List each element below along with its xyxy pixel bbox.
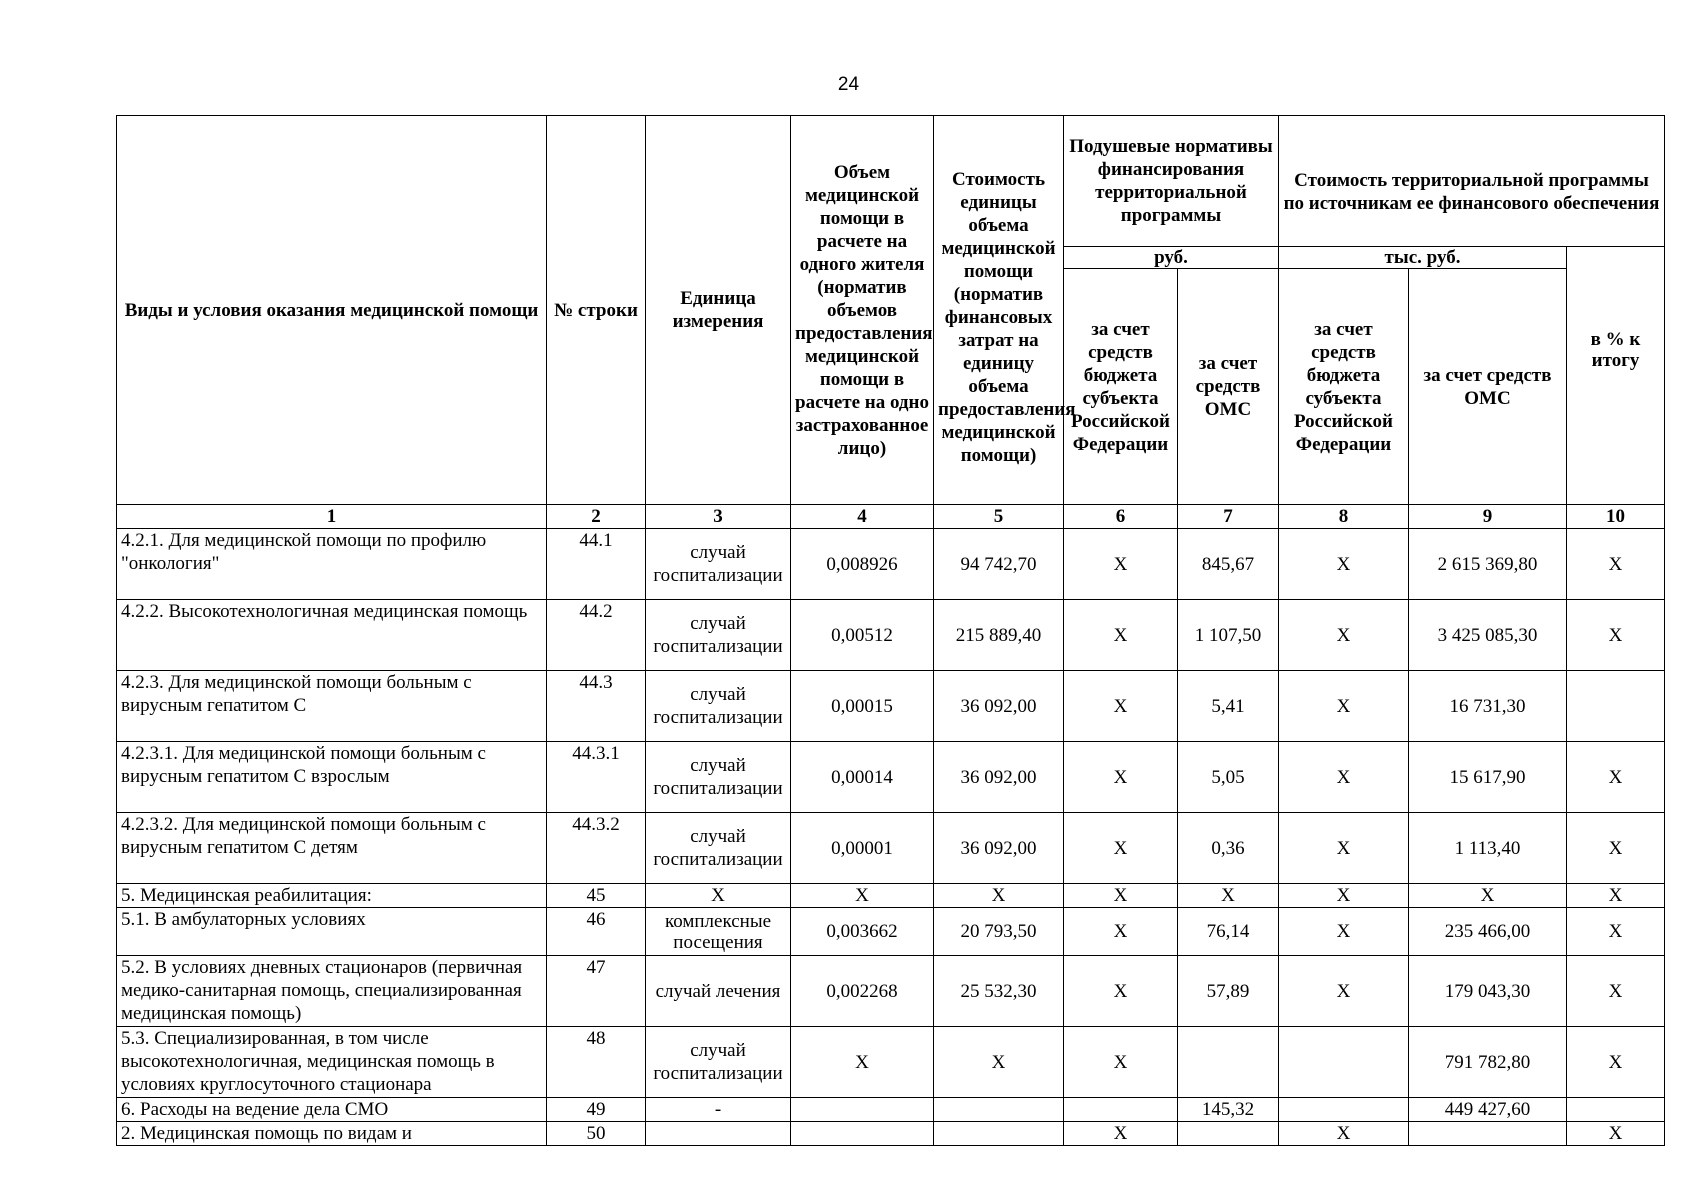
column-number: 7 [1178, 505, 1279, 529]
row-number: 44.2 [547, 600, 646, 671]
row-unit: комплексные посещения [646, 908, 791, 956]
row-name: 6. Расходы на ведение дела СМО [117, 1098, 547, 1122]
row-budget-rub: Х [1064, 671, 1178, 742]
row-number: 50 [547, 1122, 646, 1146]
row-name: 4.2.1. Для медицинской помощи по профилю "онкология" [117, 529, 547, 600]
table-row [117, 600, 1665, 671]
header-budget-thousand: за счет средств бюджета субъекта Российской Федерации [1279, 269, 1409, 505]
row-number: 44.3 [547, 671, 646, 742]
row-volume: Х [791, 1027, 934, 1098]
row-cost: 36 092,00 [934, 671, 1064, 742]
header-types: Виды и условия оказания медицинской помощи [117, 116, 547, 505]
row-budget-rub: Х [1064, 813, 1178, 884]
row-cost: Х [934, 1027, 1064, 1098]
row-budget-thousand [1279, 1027, 1409, 1098]
row-unit: - [646, 1098, 791, 1122]
row-percent: Х [1567, 1027, 1665, 1098]
row-number: 44.3.2 [547, 813, 646, 884]
column-number: 1 [117, 505, 547, 529]
column-number: 6 [1064, 505, 1178, 529]
row-oms-rub: 145,32 [1178, 1098, 1279, 1122]
row-budget-thousand: Х [1279, 529, 1409, 600]
row-oms-thousand: 449 427,60 [1409, 1098, 1567, 1122]
row-cost [934, 1098, 1064, 1122]
row-name: 4.2.3.1. Для медицинской помощи больным с вирусным гепатитом С взрослым [117, 742, 547, 813]
row-cost [934, 1122, 1064, 1146]
row-number: 49 [547, 1098, 646, 1122]
row-budget-rub: Х [1064, 529, 1178, 600]
row-unit: случай госпитализации [646, 742, 791, 813]
row-oms-thousand: 235 466,00 [1409, 908, 1567, 956]
row-oms-rub: 1 107,50 [1178, 600, 1279, 671]
row-budget-thousand: Х [1279, 742, 1409, 813]
header-per-capita: Подушевые нормативы финансирования территориальной программы [1064, 116, 1279, 247]
page-number: 24 [837, 74, 860, 95]
header-volume: Объем медицинской помощи в расчете на одного жителя (норматив объемов предоставления медицинской помощи в расчете на одно застрахованное лицо) [791, 116, 934, 505]
row-name: 5.1. В амбулаторных условиях [117, 908, 547, 956]
row-oms-thousand: 1 113,40 [1409, 813, 1567, 884]
row-number: 46 [547, 908, 646, 956]
row-budget-rub: Х [1064, 1027, 1178, 1098]
row-oms-rub: 57,89 [1178, 956, 1279, 1027]
row-budget-thousand: Х [1279, 600, 1409, 671]
row-percent [1567, 671, 1665, 742]
row-percent: Х [1567, 529, 1665, 600]
column-number: 10 [1567, 505, 1665, 529]
header-oms-rub: за счет средств ОМС [1178, 269, 1279, 505]
row-oms-thousand: 15 617,90 [1409, 742, 1567, 813]
row-budget-rub: Х [1064, 884, 1178, 908]
row-budget-thousand [1279, 1098, 1409, 1122]
row-budget-rub: Х [1064, 1122, 1178, 1146]
row-name: 5. Медицинская реабилитация: [117, 884, 547, 908]
row-cost: 25 532,30 [934, 956, 1064, 1027]
header-unit: Единица измерения [646, 116, 791, 505]
row-oms-rub: 5,41 [1178, 671, 1279, 742]
row-number: 48 [547, 1027, 646, 1098]
row-oms-rub: 5,05 [1178, 742, 1279, 813]
table-row [117, 813, 1665, 884]
row-cost: 94 742,70 [934, 529, 1064, 600]
row-number: 47 [547, 956, 646, 1027]
table-row [117, 529, 1665, 600]
column-number: 2 [547, 505, 646, 529]
row-budget-rub: Х [1064, 600, 1178, 671]
row-unit: случай госпитализации [646, 813, 791, 884]
row-budget-rub: Х [1064, 742, 1178, 813]
row-oms-rub: 76,14 [1178, 908, 1279, 956]
row-unit [646, 1122, 791, 1146]
header-thousand-rub: тыс. руб. [1279, 247, 1567, 269]
row-number: 44.1 [547, 529, 646, 600]
row-oms-rub: 0,36 [1178, 813, 1279, 884]
row-name: 2. Медицинская помощь по видам и [117, 1122, 547, 1146]
column-number: 3 [646, 505, 791, 529]
table-row [117, 1027, 1665, 1098]
header-row-number: № строки [547, 116, 646, 505]
row-volume: 0,00512 [791, 600, 934, 671]
row-oms-thousand: 179 043,30 [1409, 956, 1567, 1027]
row-percent: Х [1567, 956, 1665, 1027]
header-rub: руб. [1064, 247, 1279, 269]
row-oms-thousand: Х [1409, 884, 1567, 908]
program-cost-table [116, 115, 1665, 1146]
row-volume: 0,002268 [791, 956, 934, 1027]
header-percent: в % к итогу [1567, 247, 1665, 505]
row-volume: 0,00001 [791, 813, 934, 884]
table-row [117, 1098, 1665, 1122]
row-cost: 36 092,00 [934, 742, 1064, 813]
row-cost: 215 889,40 [934, 600, 1064, 671]
row-name: 5.2. В условиях дневных стационаров (первичная медико-санитарная помощь, специализированная медицинская помощь) [117, 956, 547, 1027]
row-percent [1567, 1098, 1665, 1122]
row-percent: Х [1567, 1122, 1665, 1146]
row-oms-rub [1178, 1122, 1279, 1146]
row-percent: Х [1567, 742, 1665, 813]
row-oms-thousand: 16 731,30 [1409, 671, 1567, 742]
row-volume: 0,008926 [791, 529, 934, 600]
row-budget-rub [1064, 1098, 1178, 1122]
row-unit: случай госпитализации [646, 529, 791, 600]
row-budget-rub: Х [1064, 908, 1178, 956]
row-oms-thousand: 2 615 369,80 [1409, 529, 1567, 600]
row-unit: случай госпитализации [646, 671, 791, 742]
column-number: 4 [791, 505, 934, 529]
row-name: 5.3. Специализированная, в том числе высокотехнологичная, медицинская помощь в условиях круглосуточного стационара [117, 1027, 547, 1098]
row-percent: Х [1567, 908, 1665, 956]
row-budget-thousand: Х [1279, 1122, 1409, 1146]
column-number: 5 [934, 505, 1064, 529]
table-row [117, 742, 1665, 813]
table-row [117, 908, 1665, 956]
row-volume: 0,00015 [791, 671, 934, 742]
row-name: 4.2.2. Высокотехнологичная медицинская помощь [117, 600, 547, 671]
row-oms-thousand: 791 782,80 [1409, 1027, 1567, 1098]
column-number: 9 [1409, 505, 1567, 529]
header-oms-thousand: за счет средств ОМС [1409, 269, 1567, 505]
row-unit: случай госпитализации [646, 600, 791, 671]
row-name: 4.2.3. Для медицинской помощи больным с вирусным гепатитом С [117, 671, 547, 742]
row-number: 44.3.1 [547, 742, 646, 813]
header-budget-rub: за счет средств бюджета субъекта Российской Федерации [1064, 269, 1178, 505]
row-cost: Х [934, 884, 1064, 908]
row-unit: случай лечения [646, 956, 791, 1027]
row-budget-rub: Х [1064, 956, 1178, 1027]
row-cost: 20 793,50 [934, 908, 1064, 956]
row-unit: Х [646, 884, 791, 908]
row-percent: Х [1567, 813, 1665, 884]
row-oms-thousand: 3 425 085,30 [1409, 600, 1567, 671]
row-budget-thousand: Х [1279, 908, 1409, 956]
column-number: 8 [1279, 505, 1409, 529]
row-oms-rub [1178, 1027, 1279, 1098]
row-oms-rub: Х [1178, 884, 1279, 908]
row-oms-thousand [1409, 1122, 1567, 1146]
row-budget-thousand: Х [1279, 813, 1409, 884]
row-oms-rub: 845,67 [1178, 529, 1279, 600]
row-volume [791, 1122, 934, 1146]
row-name: 4.2.3.2. Для медицинской помощи больным с вирусным гепатитом С детям [117, 813, 547, 884]
header-program-cost: Стоимость территориальной программы по источникам ее финансового обеспечения [1279, 116, 1665, 247]
row-cost: 36 092,00 [934, 813, 1064, 884]
row-percent: Х [1567, 600, 1665, 671]
table-row [117, 884, 1665, 908]
table-row [117, 956, 1665, 1027]
row-budget-thousand: Х [1279, 884, 1409, 908]
row-budget-thousand: Х [1279, 956, 1409, 1027]
table-row [117, 671, 1665, 742]
row-volume: 0,00014 [791, 742, 934, 813]
row-volume: 0,003662 [791, 908, 934, 956]
row-budget-thousand: Х [1279, 671, 1409, 742]
table-row [117, 1122, 1665, 1146]
row-percent: Х [1567, 884, 1665, 908]
row-unit: случай госпитализации [646, 1027, 791, 1098]
header-unit-cost: Стоимость единицы объема медицинской помощи (норматив финансовых затрат на единицу объема предоставления медицинской помощи) [934, 116, 1064, 505]
row-volume [791, 1098, 934, 1122]
row-number: 45 [547, 884, 646, 908]
row-volume: Х [791, 884, 934, 908]
